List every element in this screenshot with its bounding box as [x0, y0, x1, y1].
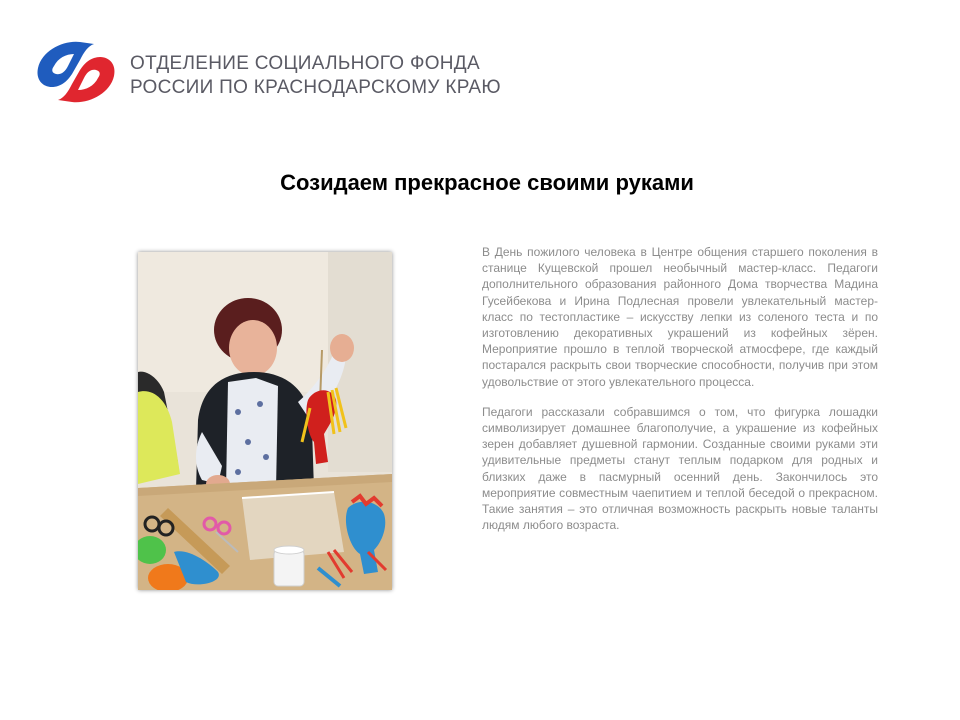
article-photo	[138, 252, 392, 590]
article-title: Созидаем прекрасное своими руками	[280, 170, 694, 195]
article-body	[482, 244, 878, 547]
organization-name	[130, 52, 501, 100]
org-name-line-2: РОССИИ ПО КРАСНОДАРСКОМУ КРАЮ	[130, 77, 501, 98]
article-paragraph-1: В День пожилого человека в Центре общения старшего поколения в станице Кущевской прошел необычный мастер-класс. Педагоги дополнительного образования районного Дома творчества Мадина Гусейбекова и Ирина Подлесная провели увлекательный мастер-класс по тестопластике – искусству лепки из соленого теста и по изготовлению декоративных украшений из кофейных зёрен. Мероприятие прошло в теплой творческой атмосфере, где каждый постарался раскрыть свои творческие способности, получив при этом удовольствие от этого увлекательного процесса.	[482, 245, 878, 389]
article-paragraph-2: Педагоги рассказали собравшимся о том, что фигурка лошадки символизирует домашнее благополучие, а украшение из кофейных зерен добавляет душевной гармонии. Созданные своими руками эти удивительные предметы станут теплым подарком для родных и близких даже в пасмурный осенний день. Закончилось это мероприятие совместным чаепитием и теплой беседой о прекрасном. Такие занятия – это отличная возможность раскрыть новые таланты людям любого возраста.	[482, 404, 878, 533]
sfr-logo-icon	[34, 36, 118, 108]
org-name-line-1: ОТДЕЛЕНИЕ СОЦИАЛЬНОГО ФОНДА	[130, 53, 480, 74]
